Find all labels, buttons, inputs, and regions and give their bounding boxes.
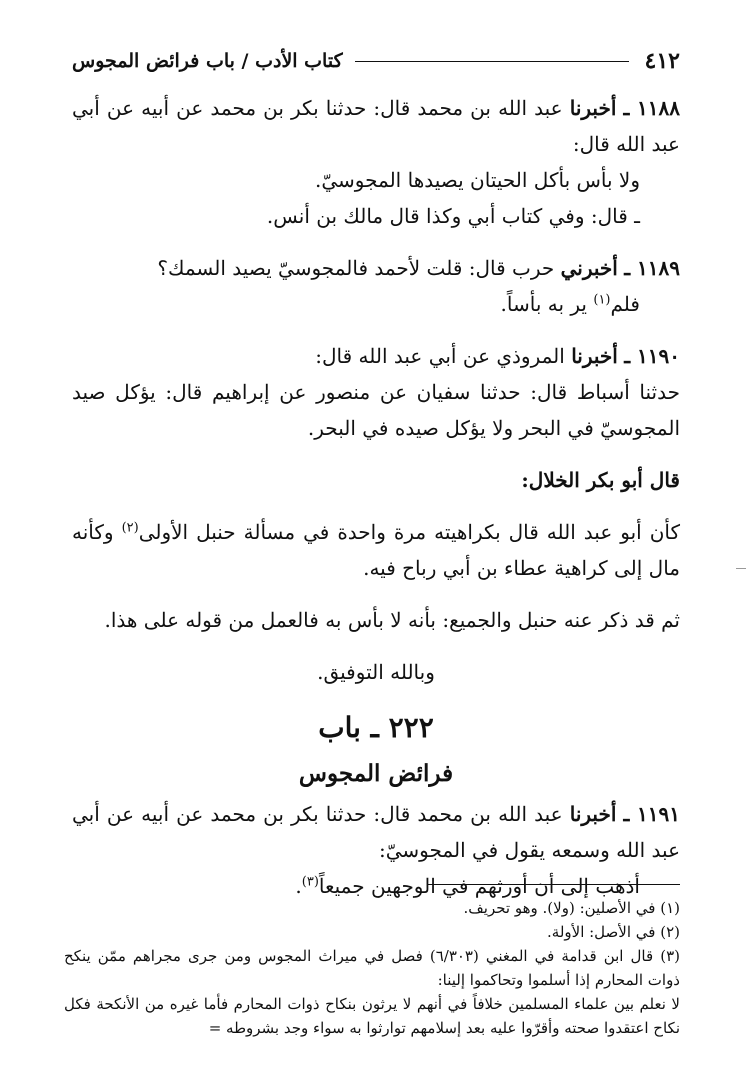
khallal-text	[72, 514, 680, 586]
khallal-text-b: وكأنه مال إلى كراهية عطاء بن أبي رباح فيه.	[72, 520, 680, 580]
answer-text: ير به بأساً.	[500, 292, 587, 316]
narration-1188	[72, 90, 680, 162]
tawfiq: وبالله التوفيق.	[317, 660, 435, 684]
main-text	[72, 90, 680, 904]
narration-number: ١١٩٠ ـ	[624, 344, 680, 368]
narration-1191	[72, 796, 680, 868]
narration-text: المروذي عن أبي عبد الله قال:	[315, 344, 565, 368]
margin-mark	[736, 568, 746, 569]
footnote-3-continued: لا نعلم بين علماء المسلمين خلافاً في أنهم لا يرثون بنكاح ذوات المحارم فأما غيره من الأنكحة فكل نكاح اعتقدوا صحته وأقرّوا عليه بعد إسلامهم توارثوا به سواء وجد بشروطه =	[64, 995, 680, 1037]
page-number: ٤١٢	[644, 48, 680, 74]
chapter-number: ٢٢٢ ـ باب	[318, 711, 434, 744]
footnote-ref-3: (٣)	[301, 874, 319, 890]
khallal-heading: قال أبو بكر الخلال:	[521, 468, 680, 492]
quote-1188-continued: ـ قال: وفي كتاب أبي وكذا قال مالك بن أنس.	[266, 204, 640, 228]
narration-text: عبد الله بن محمد قال: حدثنا بكر بن محمد عن أبيه عن أبي عبد الله قال:	[72, 96, 680, 156]
header-rule	[355, 61, 629, 62]
text-1190: حدثنا أسباط قال: حدثنا سفيان عن منصور عن إبراهيم قال: يؤكل صيد المجوسيّ في البحر ولا يؤكل صيده في البحر.	[72, 380, 680, 440]
narration-text: حرب قال: قلت لأحمد فالمجوسيّ يصيد السمك؟	[157, 256, 555, 280]
narration-1190	[72, 338, 680, 374]
answer-text: فلم	[610, 292, 640, 316]
footnote-ref-1: (١)	[593, 292, 611, 308]
chapter-title: فرائض المجوس	[298, 760, 454, 787]
narration-1189	[72, 250, 680, 286]
narration-lead: أخبرنا	[571, 344, 618, 368]
quote-1188: ولا بأس بأكل الحيتان يصيدها المجوسيّ.	[315, 168, 640, 192]
khallal-text-c: ثم قد ذكر عنه حنبل والجميع: بأنه لا بأس به فالعمل من قوله على هذا.	[104, 608, 680, 632]
narration-lead: أخبرنا	[569, 96, 617, 120]
narration-lead: أخبرنا	[569, 802, 617, 826]
footnote-rule	[428, 884, 680, 885]
running-title: كتاب الأدب / باب فرائض المجوس	[72, 50, 343, 72]
footnote-ref-2: (٢)	[121, 520, 139, 536]
running-header	[72, 44, 680, 78]
narration-number: ١١٨٨ ـ	[623, 96, 680, 120]
narration-number: ١١٩١ ـ	[623, 802, 680, 826]
khallal-text-a: كأن أبو عبد الله قال بكراهيته مرة واحدة في مسألة حنبل الأولى	[138, 520, 680, 544]
narration-text: عبد الله بن محمد قال: حدثنا بكر بن محمد عن أبيه عن أبي عبد الله وسمعه يقول في المجوسيّ:	[72, 802, 680, 862]
footnote-2: (٢) في الأصل: الأولة.	[547, 923, 680, 941]
footnotes	[64, 896, 680, 1040]
footnote-3: (٣) قال ابن قدامة في المغني (٦/٣٠٣) فصل في ميراث المجوس ومن جرى مجراهم ممّن ينكح ذوات المحارم إذا أسلموا وتحاكموا إلينا:	[64, 947, 680, 989]
narration-lead: أخبرني	[560, 256, 618, 280]
narration-number: ١١٨٩ ـ	[624, 256, 680, 280]
quote-end: .	[295, 874, 302, 898]
answer-1189	[72, 286, 680, 322]
footnote-1: (١) في الأصلين: (ولا). وهو تحريف.	[463, 899, 680, 917]
quote-text: أذهب إلى أن أورثهم في الوجهين جميعاً	[318, 874, 640, 898]
